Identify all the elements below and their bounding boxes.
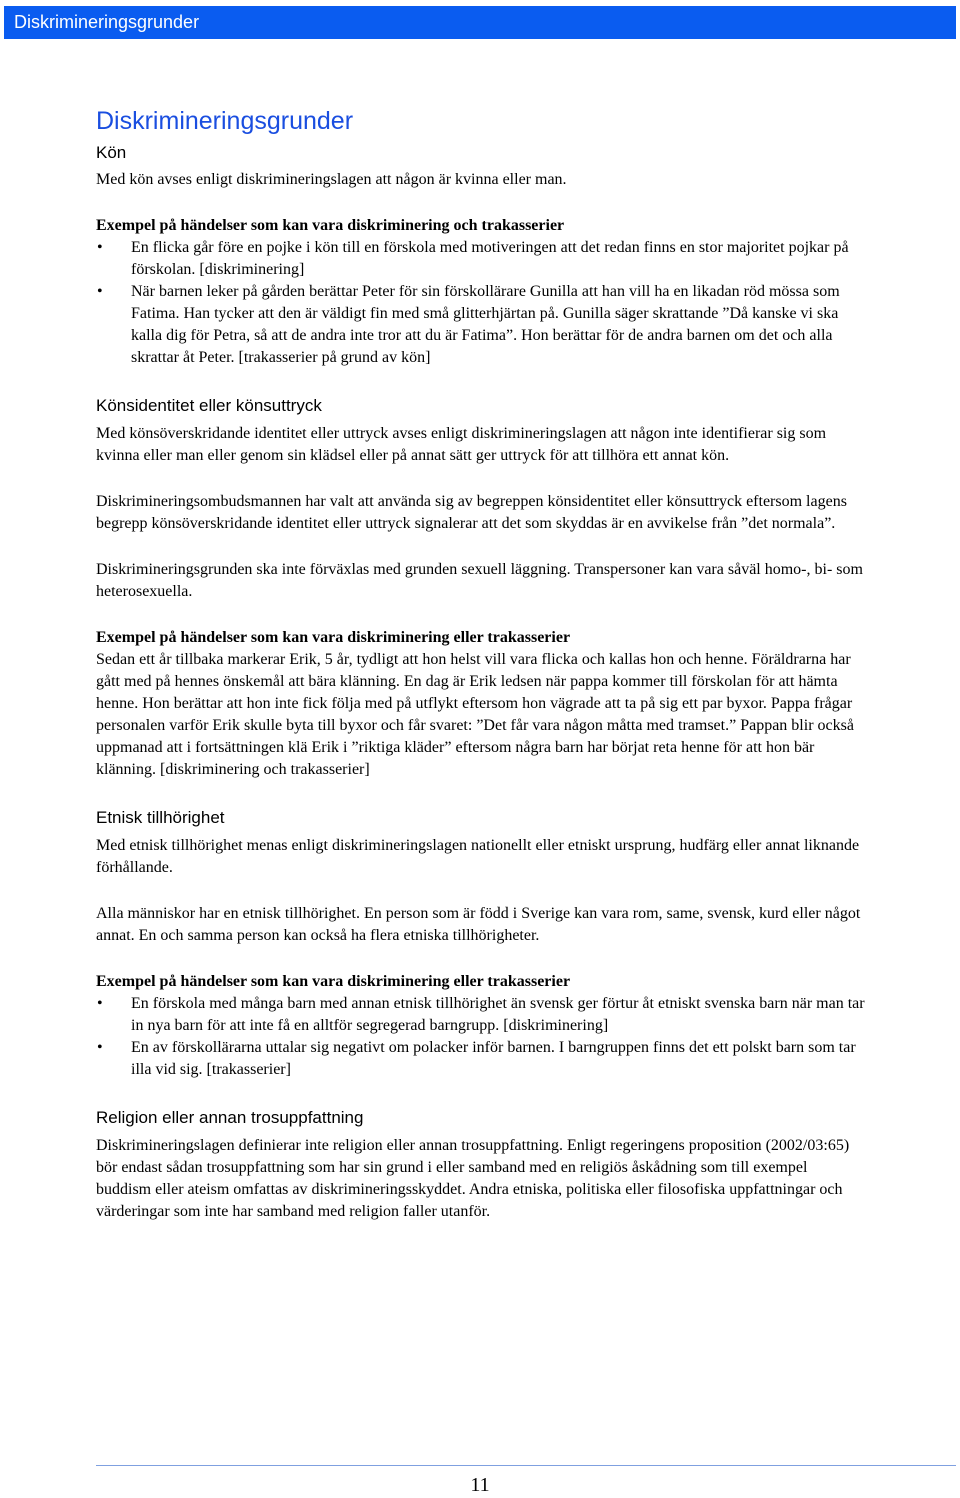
list-item — [96, 993, 866, 1037]
section-heading-kon: Kön — [96, 143, 127, 162]
page-number: 11 — [470, 1474, 490, 1496]
list-item-text: När barnen leker på gården berättar Peter för sin förskollärare Gunilla att han vill ha en likadan röd mössa som Fatima. Han tycker att den är väldigt fin med små glitterhjärtan på. Gunilla säger skrattande ”Då kanske vi ska kalla dig för Petra, så att de andra inte tror att du är Fatima”. Hon berättar för de andra barnen om det och alla skrattar åt Peter. [trakasserier på grund av kön] — [131, 283, 840, 366]
section-heading-konsidentitet: Könsidentitet eller könsuttryck — [96, 396, 322, 415]
konsidentitet-p1: Med könsöverskridande identitet eller uttryck avses enligt diskrimineringslagen att någon inte identifierar sig som kvinna eller man eller genom sin klädsel eller på annat sätt ger uttryck för att tillhöra ett annat kön. — [96, 425, 827, 464]
konsidentitet-example-heading: Exempel på händelser som kan vara diskriminering eller trakasserier — [96, 629, 571, 646]
list-item-text: En av förskollärarna uttalar sig negativt om polacker inför barnen. I barngruppen finns det ett polskt barn som tar illa vid sig. [trakasserier] — [131, 1039, 856, 1078]
konsidentitet-p3: Diskrimineringsgrunden ska inte förväxlas med grunden sexuell läggning. Transpersoner kan vara såväl homo-, bi- som heterosexuella. — [96, 561, 863, 600]
konsidentitet-example-text: Sedan ett år tillbaka markerar Erik, 5 år, tydligt att hon helst vill vara flicka och kallas hon och henne. Föräldrarna har gått med på hennes önskemål att bära klänning. En dag är Erik ledsen när pappa kommer till förskolan för att hämta henne. Hon berättar att hon inte fick följa med på utflykt eftersom hon vägrade att ta på sig ett par byxor. Pappa frågar personalen varför Erik skulle byta till byxor och får svaret: ”Det får vara någon måtta med tramset.” Pappan blir också uppmanad att i fortsättningen klä Erik i ”riktiga kläder” eftersom några barn har börjat reta henne för att hon bär klänning. [diskriminering och trakasserier] — [96, 651, 854, 778]
list-item-text: En flicka går före en pojke i kön till en förskola med motiveringen att det redan finns en stor majoritet pojkar på förskolan. [diskriminering] — [131, 239, 849, 278]
list-item — [96, 1037, 866, 1081]
header-title: Diskrimineringsgrunder — [14, 12, 200, 32]
page-title: Diskrimineringsgrunder — [96, 107, 354, 135]
section-heading-etnisk: Etnisk tillhörighet — [96, 808, 225, 827]
etnisk-example-list — [96, 993, 866, 1081]
kon-example-heading: Exempel på händelser som kan vara diskriminering och trakasserier — [96, 217, 565, 234]
etnisk-example-heading: Exempel på händelser som kan vara diskriminering eller trakasserier — [96, 973, 571, 990]
list-item — [96, 237, 866, 281]
konsidentitet-p2: Diskrimineringsombudsmannen har valt att använda sig av begreppen könsidentitet eller könsuttryck eftersom lagens begrepp könsöverskridande identitet eller uttryck signalerar att det som skyddas är en avvikelse från ”det normala”. — [96, 493, 847, 532]
document-body — [96, 100, 866, 1223]
kon-intro: Med kön avses enligt diskrimineringslagen att någon är kvinna eller man. — [96, 171, 567, 188]
footer-divider — [96, 1465, 956, 1466]
kon-example-list — [96, 237, 866, 369]
bullet-icon: • — [97, 995, 103, 1012]
bullet-icon: • — [97, 283, 103, 300]
header-bar — [4, 6, 956, 39]
section-heading-religion: Religion eller annan trosuppfattning — [96, 1108, 364, 1127]
religion-p1: Diskrimineringslagen definierar inte religion eller annan trosuppfattning. Enligt regeringens proposition (2002/03:65) bör endast sådan trosuppfattning som har sin grund i eller samband med en religiös åskådning som till exempel buddism eller ateism omfattas av diskrimineringsskyddet. Andra etniska, politiska eller filosofiska uppfattningar och värderingar som inte har samband med religion faller utanför. — [96, 1137, 850, 1220]
bullet-icon: • — [97, 239, 103, 256]
etnisk-p1: Med etnisk tillhörighet menas enligt diskrimineringslagen nationellt eller etniskt ursprung, hudfärg eller annat liknande förhållande. — [96, 837, 860, 876]
etnisk-p2: Alla människor har en etnisk tillhörighet. En person som är född i Sverige kan vara rom, same, svensk, kurd eller något annat. En och samma person kan också ha flera etniska tillhörigheter. — [96, 905, 861, 944]
list-item — [96, 281, 866, 369]
list-item-text: En förskola med många barn med annan etnisk tillhörighet än svensk ger förtur åt etniskt svenska barn när man tar in nya barn för att inte få en alltför segregerad barngrupp. [diskriminering] — [131, 995, 865, 1034]
bullet-icon: • — [97, 1039, 103, 1056]
